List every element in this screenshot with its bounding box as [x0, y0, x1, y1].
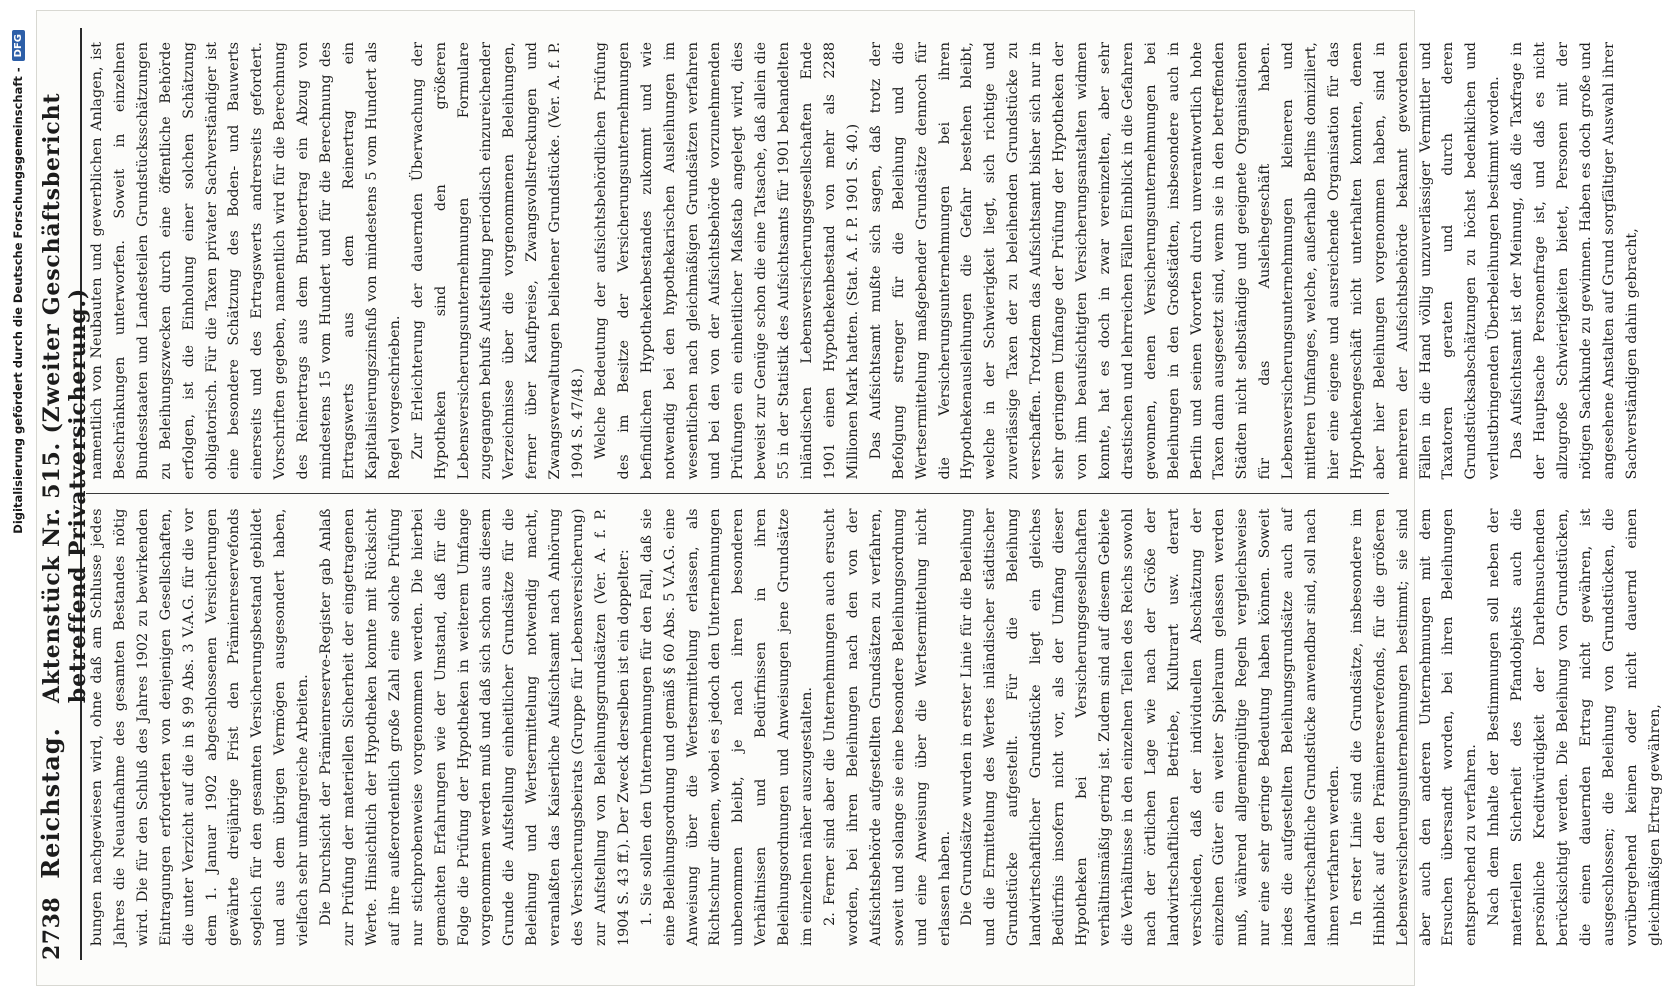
paragraph: Die Durchsicht der Prämienreserve-Register gab Anlaß zur Prüfung der materiellen Sicherheit der eingetragenen Werte. Hinsichtlich der Hypotheken konnte mit Rücksicht auf ihre außerordentlich große Zahl eine solche Prüfung nur stichprobenweise vorgenommen werden. Die hierbei gemachten Erfahrungen wie der Umstand, daß für die Folge die Prüfung der Hypotheken in weiterem Umfange vorgenommen werden muß und daß sich schon aus diesem Grunde die Aufstellung einheitlicher Grundsätze für die Beleihung und Wertsermittelung notwendig macht, veranlaßten das Kaiserliche Aufsichtsamt nach Anhörung des Versicherungsbeirats (Gruppe für Lebensversicherung) zur Aufstellung von Beleihungsgrundsätzen (Ver. A. f. P. 1904 S. 43 ff.). Der Zweck derselben ist ein doppelter: — [318, 508, 632, 946]
digitization-note — [6, 30, 30, 970]
paragraph: Zur Erleichterung der dauernden Überwachung der Hypotheken sind den größeren Lebensversicherungsunternehmungen Formulare zugegangen behufs Aufstellung periodisch einzureichender Verzeichnisse über die vorgenommenen Beleihungen, ferner über Kaufpreise, Zwangsvollstreckungen und Zwangsverwaltungen beliehener Grundstücke. (Ver. A. f. P. 1904 S. 47/48.) — [409, 42, 587, 480]
text-column-left — [86, 495, 1663, 961]
dfg-logo: DFG — [12, 30, 25, 61]
paragraph: bungen nachgewiesen wird, ohne daß am Schlusse jedes Jahres die Neuaufnahme des gesamten Bestandes nötig wird. Die für den Schluß des Jahres 1902 zu bewirkenden Eintragungen erforderten von denjenigen Gesellschaften, die unter Verzicht auf die in § 99 Abs. 3 V.A.G. für die vor dem 1. Januar 1902 abgeschlossenen Versicherungen gewährte dreijährige Frist den Prämienreservefonds sogleich für den gesamten Versicherungsbestand gebildet und aus dem übrigen Vermögen ausgesondert haben, vielfach sehr umfangreiche Arbeiten. — [89, 508, 312, 946]
paragraph: Welche Bedeutung der aufsichtsbehördlichen Prüfung des im Besitze der Versicherungsunternehmungen befindlichen Hypothekenbestandes zukommt und wie notwendig bei den hypothekarischen Ausleihungen im wesentlichen nach gleichmäßigen Grundsätzen verfahren und bei den von der Aufsichtsbehörde vorzunehmenden Prüfungen ein einheitlicher Maßstab angelegt wird, dies beweist zur Genüge schon die eine Tatsache, daß allein die 55 in der Statistik des Aufsichtsamts für 1901 behandelten inländischen Lebensversicherungsgesellschaften Ende 1901 einen Hypothekenbestand von mehr als 2288 Millionen Mark hatten. (Stat. A. f. P. 1901 S. 40.) — [592, 42, 861, 480]
paragraph: Das Aufsichtsamt mußte sich sagen, daß trotz der Befolgung strenger für die Beleihung und die Wertsermittelung maßgebender Grundsätze dennoch für die Versicherungsunternehmungen bei ihren Hypothekenausleihungen die Gefahr bestehen bleibt, welche in der Schwierigkeit liegt, sich richtige und zuverlässige Taxen der zu beleihenden Grundstücke zu verschaffen. Trotzdem das Aufsichtsamt bisher sich nur in sehr geringem Umfange der Prüfung der Hypotheken der von ihm beaufsichtigten Versicherungsanstalten widmen konnte, hat es doch in zwar vereinzelten, aber sehr drastischen und lehrreichen Fällen Einblick in die Gefahren gewonnen, denen Versicherungsunternehmungen bei Beleihungen in den Großstädten, insbesondere auch in Berlin und seinen Vororten durch unverantwortlich hohe Taxen dann ausgesetzt sind, wenn sie in den betreffenden Städten nicht selbständige und geeignete Organisationen für das Ausleihegeschäft haben. Lebensversicherungsunternehmungen kleineren und mittleren Umfanges, welche, außerhalb Berlins domiziliert, hier eine eigene und ausreichende Organisation für das Hypothekengeschäft nicht unterhalten konnten, denen aber hier Beleihungen vorgenommen haben, sind in mehreren der Aufsichtsbehörde bekannt gewordenen Fällen in die Hand völlig unzuverlässiger Vermittler und Taxatoren geraten und durch deren Grundstücksabschätzungen zu höchst bedenklichen und verlustbringenden Überbeleihungen bestimmt worden. — [867, 42, 1503, 480]
paragraph: Die Grundsätze wurden in erster Linie für die Beleihung und die Ermittelung des Wertes inländischer städtischer Grundstücke aufgestellt. Für die Beleihung landwirtschaftlicher Grundstücke liegt ein gleiches Bedürfnis insofern nicht vor, als der Umfang dieser Hypotheken bei Versicherungsgesellschaften verhältnismäßig gering ist. Zudem sind auf diesem Gebiete die Verhältnisse in den einzelnen Teilen des Reichs sowohl nach der örtlichen Lage wie nach der Größe der landwirtschaftlichen Betriebe, Kulturart usw. derart verschieden, daß der individuellen Abschätzung der einzelnen Güter ein weiter Spielraum gelassen werden muß, während allgemeingültige Regeln vergleichsweise nur eine sehr geringe Bedeutung haben können. Soweit indes die aufgestellten Beleihungsgrundsätze auch auf landwirtschaftliche Grundstücke anwendbar sind, soll nach ihnen verfahren werden. — [959, 508, 1342, 946]
text-column-right — [86, 28, 1640, 495]
paragraph: namentlich von Neubauten und gewerblichen Anlagen, ist Beschränkungen unterworfen. Soweit in einzelnen Bundesstaaten und Landesteilen Grundstücksschätzungen zu Beleihungszwecken durch eine öffentliche Behörde erfolgen, ist die Einholung einer solchen Schätzung obligatorisch. Für die Taxen privater Sachverständiger ist eine besondere Schätzung des Boden- und Bauwerts einerseits und des Ertragswerts andrerseits gefordert. Vorschriften gegeben, namentlich wird für die Berechnung des Reinertrags aus dem Bruttoertrag ein Abzug von mindestens 15 vom Hundert und für die Berechnung des Ertragswerts aus dem Reinertrag ein Kapitalisierungszinsfuß von mindestens 5 vom Hundert als Regel vorgeschrieben. — [89, 42, 403, 480]
page-header — [36, 28, 91, 960]
paragraph: Das Aufsichtsamt ist der Meinung, daß die Taxfrage in der Hauptsache Personenfrage ist, und daß es nicht allzugroße Schwierigkeiten bietet, Personen mit der nötigen Sachkunde zu gewinnen. Haben es doch große und angesehene Anstalten auf Grund sorgfältiger Auswahl ihrer Sachverständigen dahin gebracht, — [1509, 42, 1640, 480]
paragraph: Nach dem Inhalte der Bestimmungen soll neben der materiellen Sicherheit des Pfandobjekts auch die persönliche Kreditwürdigkeit der Darlehnsuchenden berücksichtigt werden. Die Beleihung von Grundstücken, die einen dauernden Ertrag nicht gewähren, ist ausgeschlossen; die Beleihung von Grundstücken, die vorübergehend keinen oder nicht dauernd einen gleichmäßigen Ertrag gewähren, — [1486, 508, 1663, 946]
page-number: 2738 — [39, 896, 65, 960]
paragraph: In erster Linie sind die Grundsätze, insbesondere im Hinblick auf den Prämienreservefonds, für die größeren Lebensversicherungsunternehmungen bestimmt; sie sind aber auch den anderen Unternehmungen mit dem Ersuchen übersandt worden, bei ihren Beleihungen entsprechend zu verfahren. — [1348, 508, 1480, 946]
text-columns — [86, 28, 1663, 960]
digitization-text: Digitalisierung gefördert durch die Deutsche Forschungsgemeinschaft - — [11, 67, 25, 534]
document-title: Aktenstück Nr. 515. (Zweiter Geschäftsbericht betreffend Privatversicherung.) — [39, 92, 91, 704]
periodical-name: Reichstag. — [36, 727, 65, 879]
paragraph: 1. Sie sollen den Unternehmungen für den Fall, daß sie eine Beleihungsordnung und gemäß § 60 Abs. 5 V.A.G. eine Anweisung über die Wertsermittelung erlassen, als Richtschnur dienen, wobei es jedoch den Unternehmungen unbenommen bleibt, je nach ihren besonderen Verhältnissen und Bedürfnissen in ihren Beleihungsordnungen und Anweisungen jene Grundsätze im einzelnen näher auszugestalten. — [638, 508, 816, 946]
paragraph: 2. Ferner sind aber die Unternehmungen auch ersucht worden, bei ihren Beleihungen nach den von der Aufsichtsbehörde aufgestellten Grundsätzen zu verfahren, soweit und solange sie eine besondere Beleihungsordnung und eine Anweisung über die Wertsermittelung nicht erlassen haben. — [822, 508, 953, 946]
